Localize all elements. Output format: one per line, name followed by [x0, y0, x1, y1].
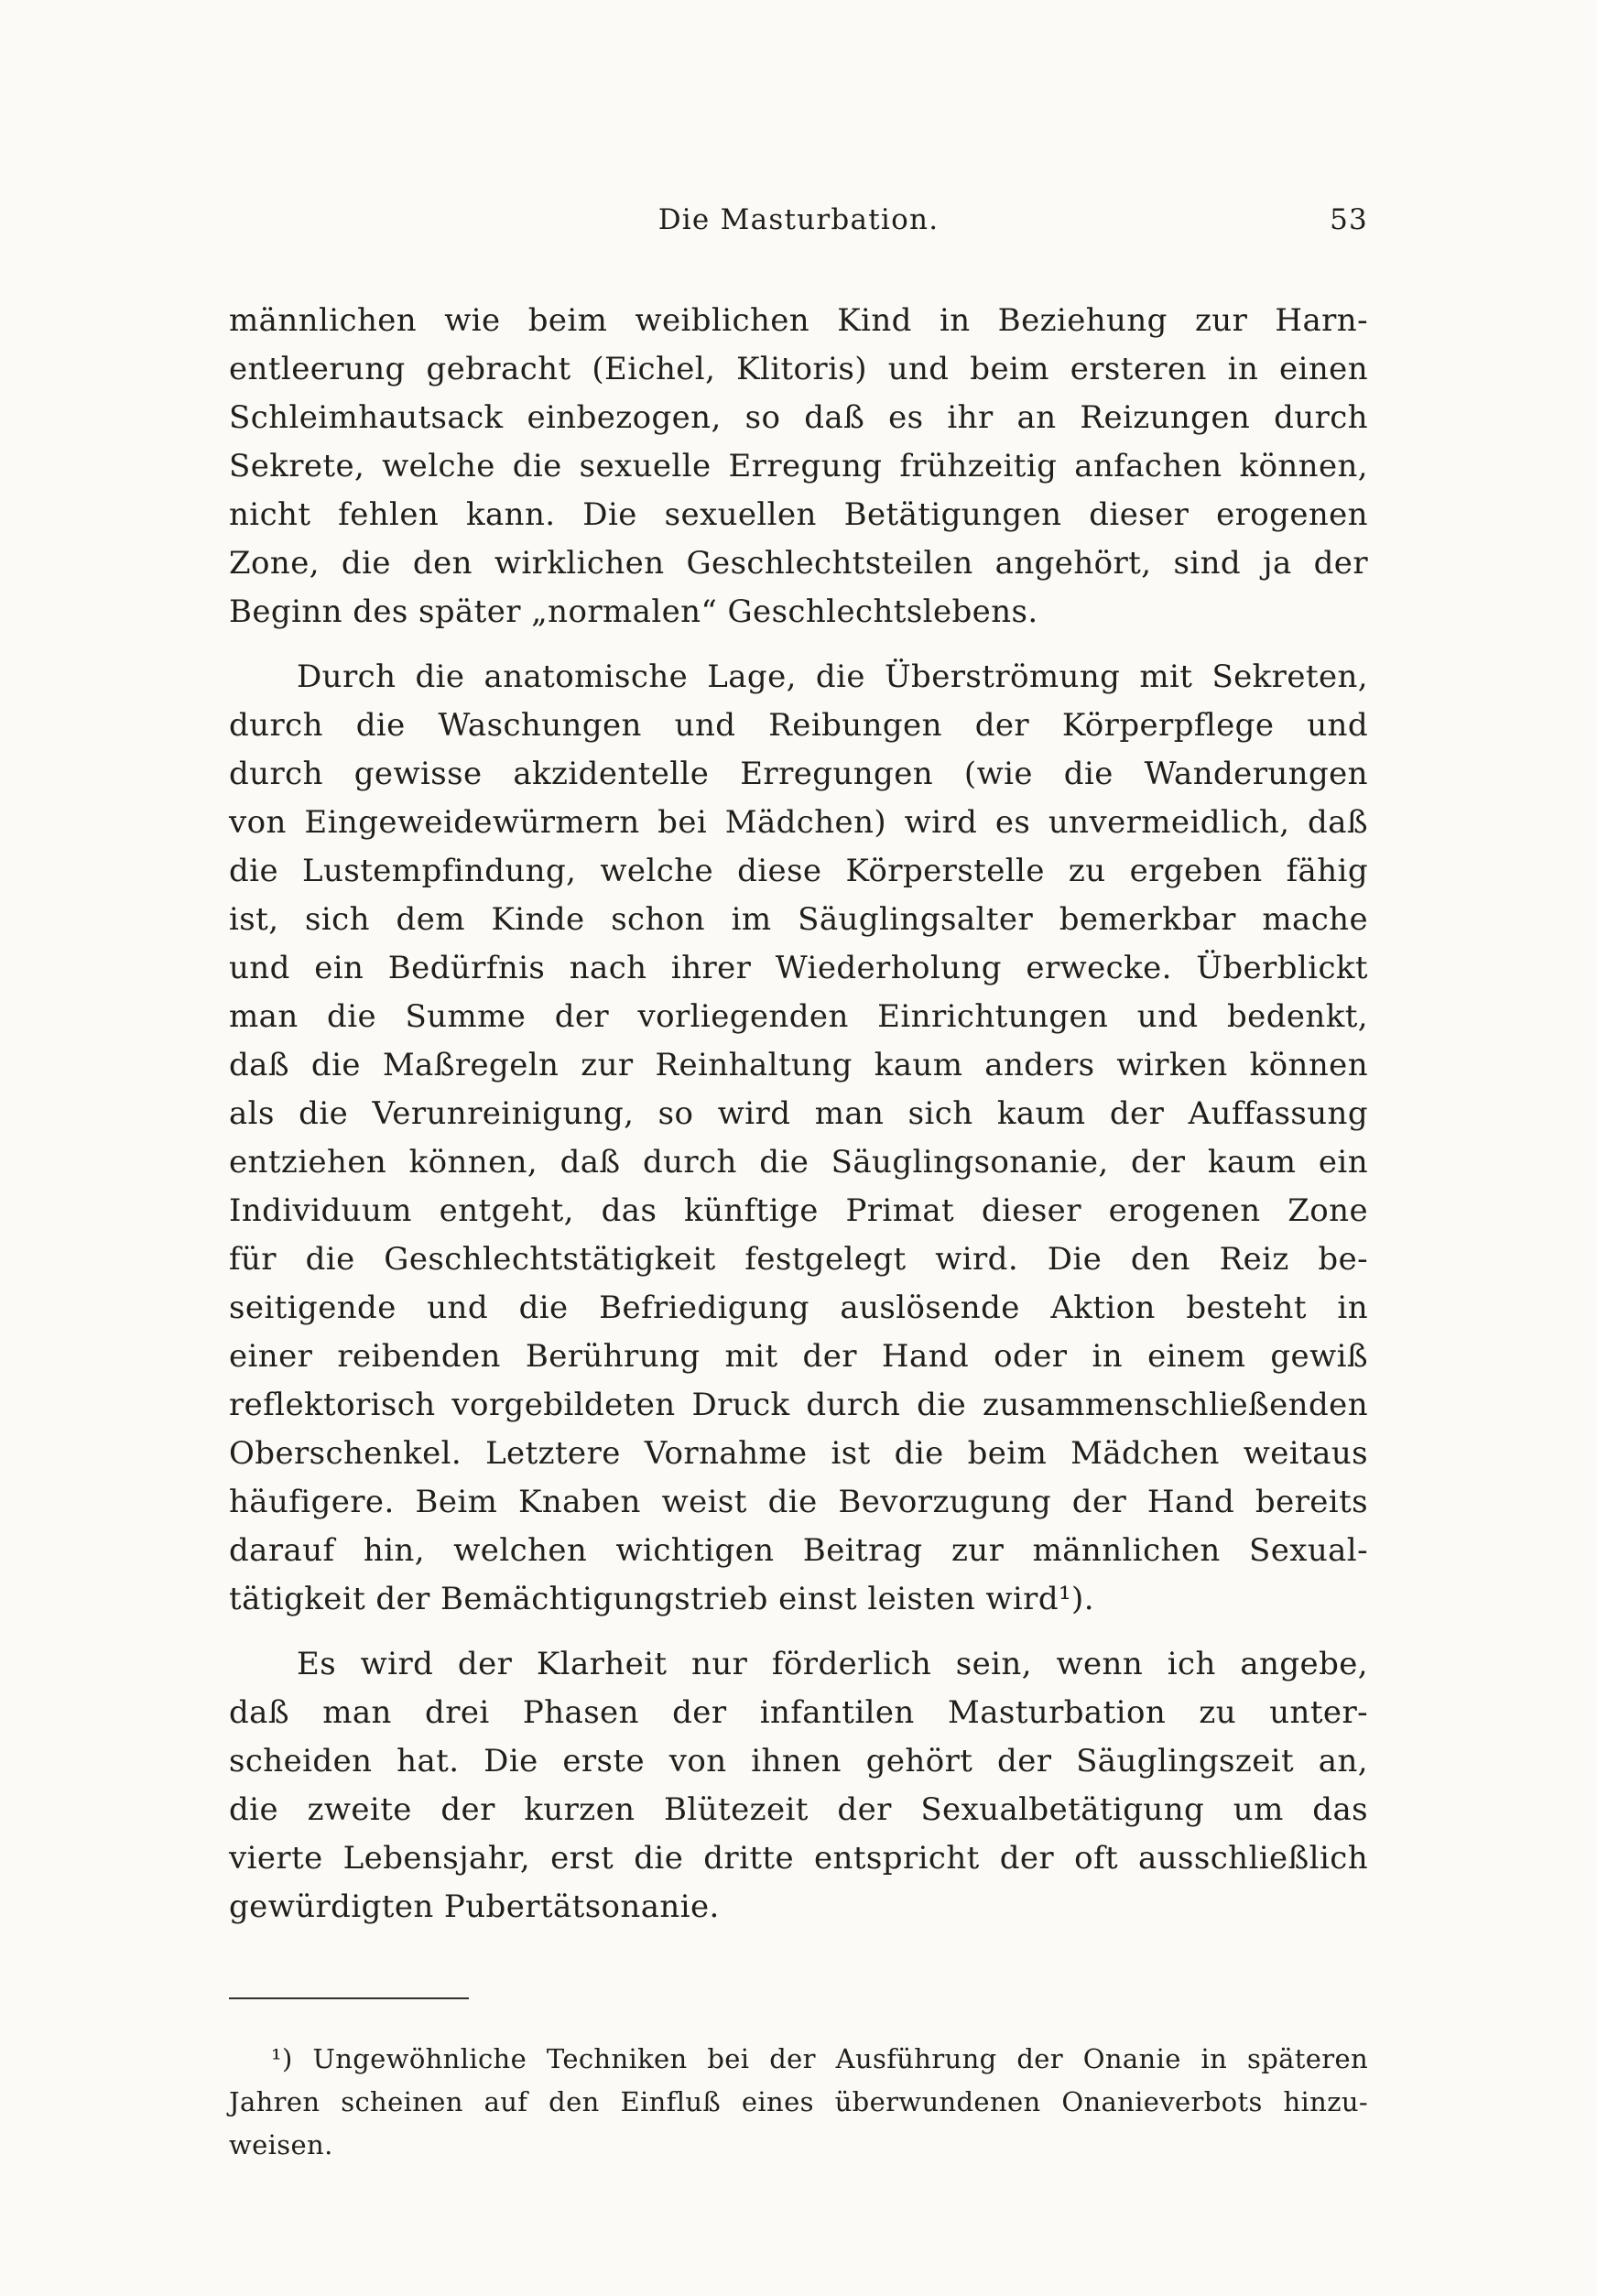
- text-line: man die Summe der vorliegenden Einrichtungen und bedenkt,: [229, 998, 1368, 1035]
- text-line: von Eingeweidewürmern bei Mädchen) wird es unvermeidlich, daß: [229, 804, 1368, 841]
- text-line: Schleimhautsack einbezogen, so daß es ihr an Reizungen durch: [229, 399, 1368, 436]
- text-line: die Lustempfindung, welche diese Körperstelle zu ergeben fähig: [229, 853, 1368, 889]
- text-line: ist, sich dem Kinde schon im Säuglingsalter bemerkbar mache: [229, 901, 1368, 938]
- text-line: männlichen wie beim weiblichen Kind in Beziehung zur Harn-: [229, 302, 1368, 339]
- paragraph: [229, 1640, 1368, 1931]
- text-line: vierte Lebensjahr, erst die dritte entspricht der oft ausschließlich: [229, 1840, 1368, 1877]
- text-line: für die Geschlechtstätigkeit festgelegt wird. Die den Reiz be-: [229, 1241, 1368, 1278]
- paragraph: [229, 297, 1368, 637]
- footnote: [229, 2038, 1368, 2167]
- text-line: tätigkeit der Bemächtigungstrieb einst leisten wird¹).: [229, 1581, 1094, 1617]
- text-line: Sekrete, welche die sexuelle Erregung frühzeitig anfachen können,: [229, 448, 1368, 484]
- text-line: Beginn des später „normalen“ Geschlechtslebens.: [229, 593, 1038, 630]
- text-line: Individuum entgeht, das künftige Primat dieser erogenen Zone: [229, 1192, 1368, 1229]
- footnote-line: ¹) Ungewöhnliche Techniken bei der Ausführung der Onanie in späteren: [271, 2043, 1368, 2074]
- text-line: häufigere. Beim Knaben weist die Bevorzugung der Hand bereits: [229, 1484, 1368, 1520]
- text-line: entziehen können, daß durch die Säuglingsonanie, der kaum ein: [229, 1144, 1368, 1181]
- body-text: [229, 297, 1368, 1931]
- text-line: durch die Waschungen und Reibungen der Körperpflege und: [229, 707, 1368, 744]
- text-line: reflektorisch vorgebildeten Druck durch die zusammenschließenden: [229, 1387, 1368, 1423]
- footnote-separator: [229, 1997, 469, 1999]
- paragraph: [229, 653, 1368, 1624]
- footnote-line: Jahren scheinen auf den Einfluß eines überwundenen Onanieverbots hinzu-: [229, 2086, 1368, 2117]
- text-line: Durch die anatomische Lage, die Überströmung mit Sekreten,: [297, 658, 1368, 695]
- text-line: Oberschenkel. Letztere Vornahme ist die beim Mädchen weitaus: [229, 1435, 1368, 1472]
- footnote-line: weisen.: [229, 2129, 333, 2160]
- text-line: Es wird der Klarheit nur förderlich sein, wenn ich angebe,: [297, 1646, 1368, 1682]
- text-line: die zweite der kurzen Blütezeit der Sexualbetätigung um das: [229, 1791, 1368, 1828]
- text-line: und ein Bedürfnis nach ihrer Wiederholung erwecke. Überblickt: [229, 950, 1368, 986]
- page-header: [229, 203, 1368, 244]
- text-line: daß die Maßregeln zur Reinhaltung kaum anders wirken können: [229, 1047, 1368, 1083]
- text-line: einer reibenden Berührung mit der Hand oder in einem gewiß: [229, 1338, 1368, 1375]
- text-line: scheiden hat. Die erste von ihnen gehört der Säuglingszeit an,: [229, 1743, 1368, 1779]
- text-line: gewürdigten Pubertätsonanie.: [229, 1888, 720, 1925]
- page-number: 53: [1330, 203, 1368, 236]
- text-line: daß man drei Phasen der infantilen Masturbation zu unter-: [229, 1694, 1368, 1731]
- text-line: als die Verunreinigung, so wird man sich kaum der Auffassung: [229, 1095, 1368, 1132]
- text-line: entleerung gebracht (Eichel, Klitoris) und beim ersteren in einen: [229, 351, 1368, 387]
- text-line: seitigende und die Befriedigung auslösende Aktion besteht in: [229, 1289, 1368, 1326]
- running-title: Die Masturbation.: [657, 203, 940, 236]
- text-line: darauf hin, welchen wichtigen Beitrag zur männlichen Sexual-: [229, 1532, 1368, 1569]
- text-line: durch gewisse akzidentelle Erregungen (wie die Wanderungen: [229, 756, 1368, 792]
- text-line: nicht fehlen kann. Die sexuellen Betätigungen dieser erogenen: [229, 496, 1368, 533]
- text-line: Zone, die den wirklichen Geschlechtsteilen angehört, sind ja der: [229, 545, 1368, 582]
